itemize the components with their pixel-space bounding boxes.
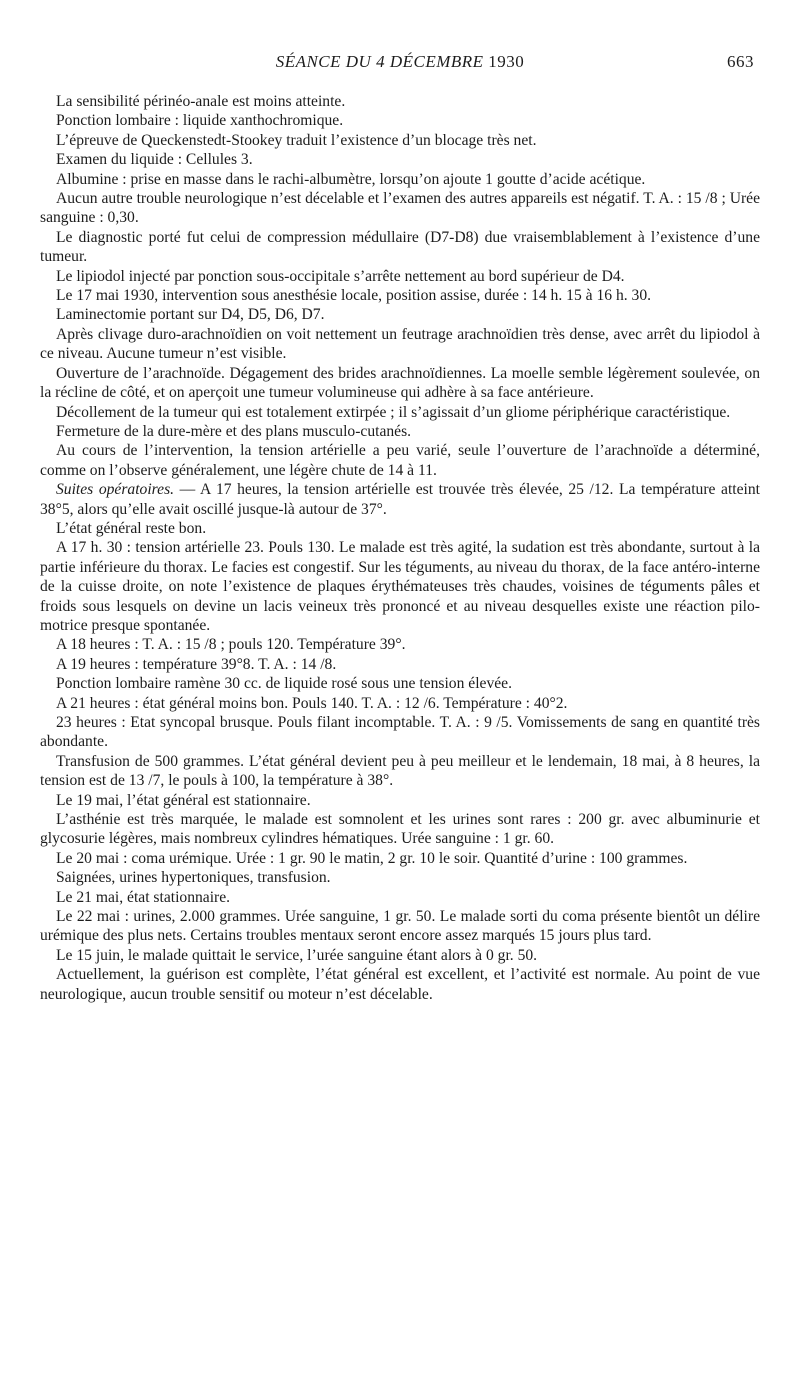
paragraph: Le 19 mai, l’état général est stationnaire. — [56, 791, 311, 809]
paragraph: Laminectomie portant sur D4, D5, D6, D7. — [56, 306, 325, 324]
paragraph: L’état général reste bon. — [56, 519, 207, 537]
section-lead: Suites opératoires. — [56, 481, 175, 499]
paragraph: L’épreuve de Queckenstedt-Stookey traduit l’existence d’un blocage très net. — [56, 131, 537, 149]
running-title — [40, 52, 760, 72]
paragraph: Le 21 mai, état stationnaire. — [56, 888, 231, 906]
paragraph: L’asthénie est très marquée, le malade est somnolent et les urines sont rares : 200 gr. avec albuminurie et glycosurie légères, mais nombreux cylindres hématiques. Urée sanguine : 1 gr. 60. — [40, 811, 760, 848]
paragraph: Saignées, urines hypertoniques, transfusion. — [56, 869, 331, 887]
paragraph: Suites opératoires. — A 17 heures, la tension artérielle est trouvée très élevée, 25 /12. La température atteint 38°5, alors qu’elle avait oscillé jusque-là autour de 37°. — [40, 481, 761, 518]
running-head — [40, 52, 760, 78]
paragraph: 23 heures : Etat syncopal brusque. Pouls filant incomptable. T. A. : 9 /5. Vomissements de sang en quantité très abondante. — [40, 714, 760, 751]
paragraph: Le 15 juin, le malade quittait le service, l’urée sanguine étant alors à 0 gr. 50. — [56, 946, 538, 964]
paragraph: Fermeture de la dure-mère et des plans musculo-cutanés. — [56, 422, 412, 440]
paragraph: Le 20 mai : coma urémique. Urée : 1 gr. 90 le matin, 2 gr. 10 le soir. Quantité d’urine : 100 grammes. — [56, 849, 688, 867]
paragraph: A 21 heures : état général moins bon. Pouls 140. T. A. : 12 /6. Température : 40°2. — [56, 694, 568, 712]
paragraph: Au cours de l’intervention, la tension artérielle a peu varié, seule l’ouverture de l’arachnoïde a déterminé, comme on l’observe généralement, une légère chute de 14 à 11. — [40, 442, 760, 479]
paragraph: Examen du liquide : Cellules 3. — [56, 151, 253, 169]
paragraph: A 17 h. 30 : tension artérielle 23. Pouls 130. Le malade est très agité, la sudation est très abondante, surtout à la partie inférieure du thorax. Le facies est congestif. Sur les téguments, au niveau du thorax, de la face antéro-interne de la cuisse droite, on note l’existence de plaques érythémateuses très chaudes, voisines de téguments pâles et froids sous lesquels on devine un lacis veineux très prononcé et au niveau desquelles existe une réaction pilo-motrice presque spontanée. — [40, 539, 760, 634]
page-number: 663 — [727, 52, 754, 71]
paragraph: Le 22 mai : urines, 2.000 grammes. Urée sanguine, 1 gr. 50. Le malade sorti du coma présente bientôt un délire urémique des plus nets. Certains troubles mentaux seront encore assez marqués 15 jours plus tard. — [40, 908, 760, 945]
paragraph: Ponction lombaire : liquide xanthochromique. — [56, 112, 344, 130]
paragraph: Transfusion de 500 grammes. L’état général devient peu à peu meilleur et le lendemain, 18 mai, à 8 heures, la tension est de 13 /7, le pouls à 100, la température à 38°. — [40, 752, 760, 790]
paragraph: Le 17 mai 1930, intervention sous anesthésie locale, position assise, durée : 14 h. 15 à 16 h. 30. — [56, 287, 652, 305]
paragraph: Décollement de la tumeur qui est totalement extirpée ; il s’agissait d’un gliome périphérique caractéristique. — [56, 403, 731, 421]
paragraph: Actuellement, la guérison est complète, l’état général est excellent, et l’activité est normale. Au point de vue neurologique, aucun trouble sensitif ou moteur n’est décelable. — [40, 966, 760, 1003]
paragraph: Ouverture de l’arachnoïde. Dégagement des brides arachnoïdiennes. La moelle semble légèrement soulevée, on la récline de côté, et on aperçoit une tumeur volumineuse qui adhère à sa face antérieure. — [40, 364, 760, 402]
paragraph: A 18 heures : T. A. : 15 /8 ; pouls 120. Température 39°. — [56, 636, 406, 654]
paragraph: Après clivage duro-arachnoïdien on voit nettement un feutrage arachnoïdien très dense, avec arrêt du lipiodol à ce niveau. Aucune tumeur n’est visible. — [40, 325, 760, 363]
paragraph: Le lipiodol injecté par ponction sous-occipitale s’arrête nettement au bord supérieur de D4. — [56, 267, 625, 285]
paragraph: Albumine : prise en masse dans le rachi-albumètre, lorsqu’on ajoute 1 goutte d’acide acétique. — [56, 170, 646, 188]
paragraph: Aucun autre trouble neurologique n’est décelable et l’examen des autres appareils est négatif. T. A. : 15 /8 ; Urée sanguine : 0,30. — [40, 190, 760, 227]
running-title-year: 1930 — [488, 52, 525, 71]
running-title-text: SÉANCE DU 4 DÉCEMBRE — [275, 52, 484, 71]
paragraph: Ponction lombaire ramène 30 cc. de liquide rosé sous une tension élevée. — [56, 675, 512, 693]
paragraph: A 19 heures : température 39°8. T. A. : 14 /8. — [56, 655, 337, 673]
body-text — [40, 92, 760, 1004]
paragraph: Le diagnostic porté fut celui de compression médullaire (D7-D8) due vraisemblablement à l’existence d’une tumeur. — [40, 228, 760, 266]
paragraph: La sensibilité périnéo-anale est moins atteinte. — [56, 93, 346, 110]
